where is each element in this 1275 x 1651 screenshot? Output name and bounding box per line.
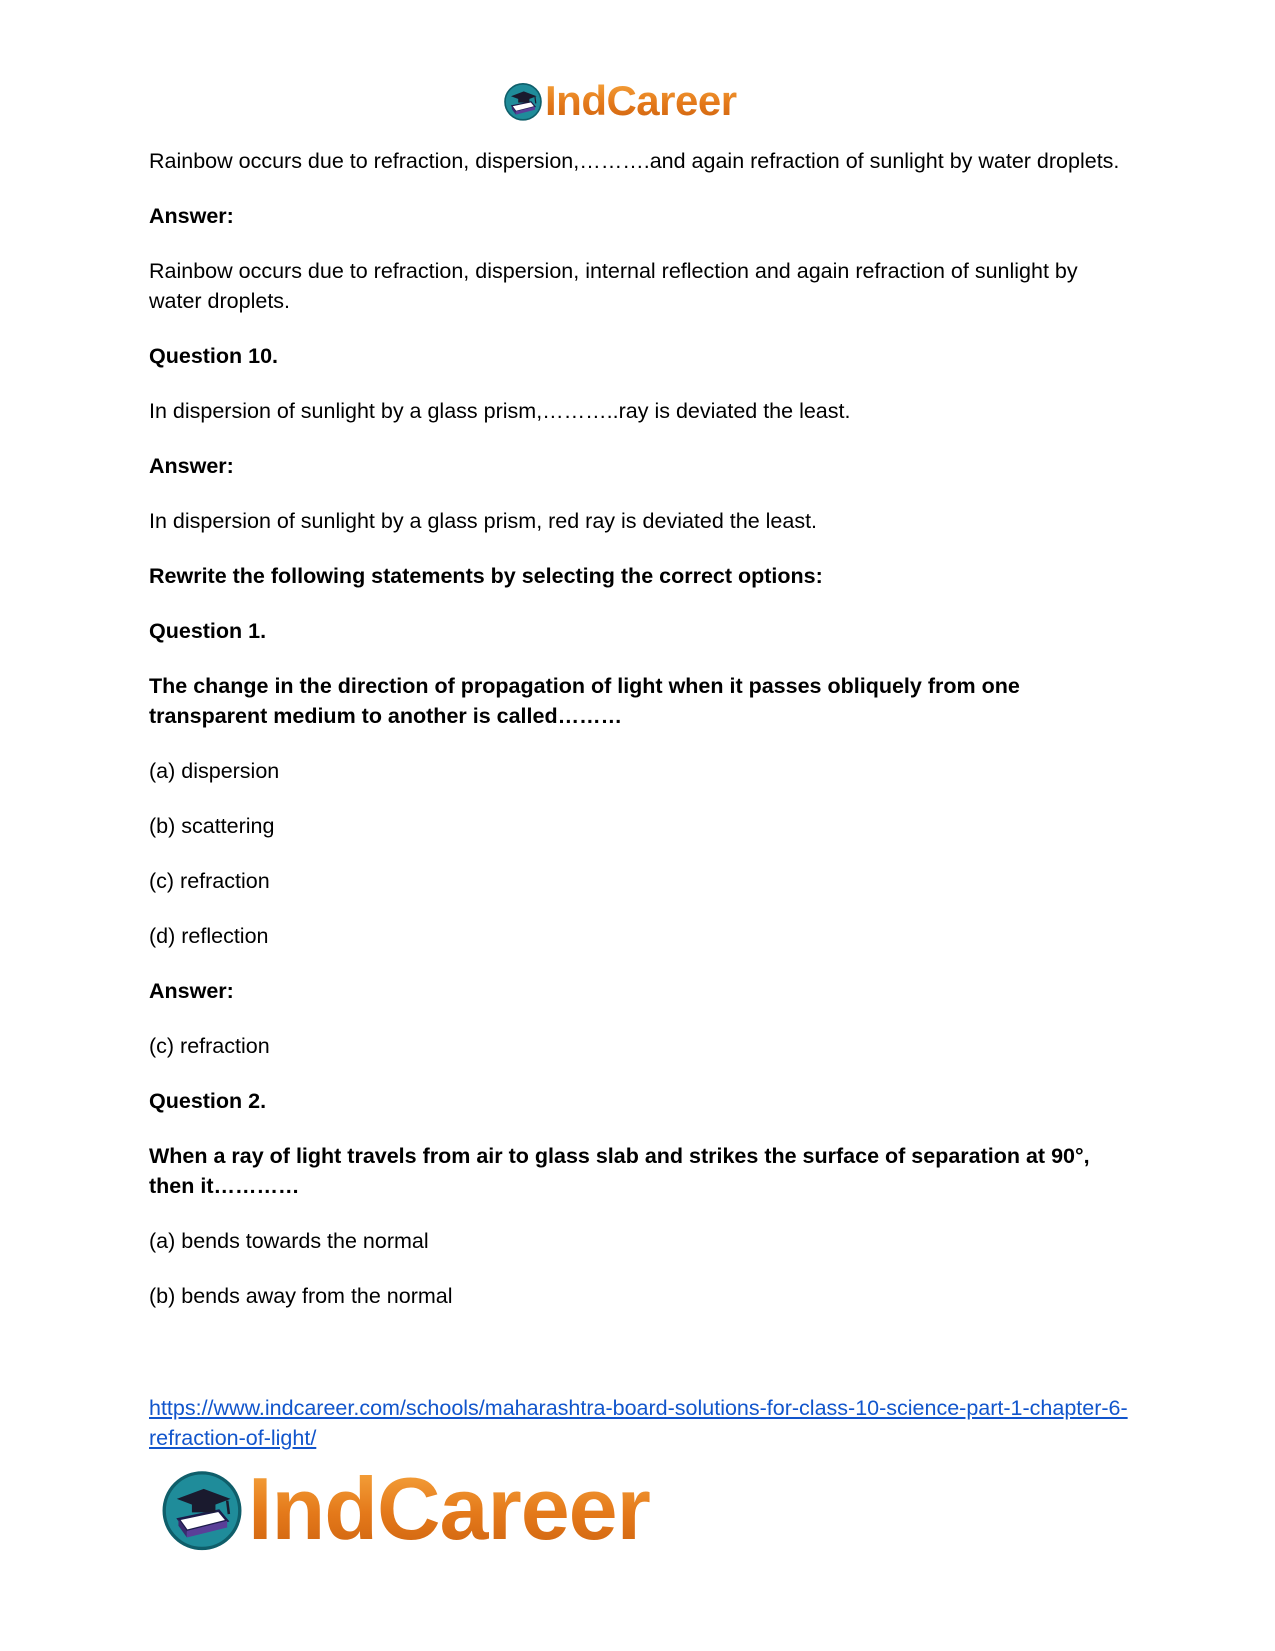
paragraph: In dispersion of sunlight by a glass prism,………..ray is deviated the least. xyxy=(149,399,851,423)
paragraph: (a) bends towards the normal xyxy=(149,1229,429,1253)
logo-text: IndCareer xyxy=(248,1459,650,1558)
paragraph: (b) bends away from the normal xyxy=(149,1284,453,1308)
paragraph: In dispersion of sunlight by a glass prism, red ray is deviated the least. xyxy=(149,509,818,533)
paragraph: The change in the direction of propagation of light when it passes obliquely from one transparent medium to another is called……… xyxy=(149,674,1020,728)
paragraph: Rewrite the following statements by selecting the correct options: xyxy=(149,564,823,588)
paragraph: Question 2. xyxy=(149,1089,267,1113)
paragraph: (d) reflection xyxy=(149,924,269,948)
document-body xyxy=(149,146,1129,1336)
paragraph: (a) dispersion xyxy=(149,759,280,783)
footer-logo xyxy=(160,1459,650,1558)
paragraph: (c) refraction xyxy=(149,1034,270,1058)
paragraph: Question 10. xyxy=(149,344,279,368)
paragraph: Answer: xyxy=(149,204,234,228)
paragraph: Answer: xyxy=(149,454,234,478)
graduation-book-icon xyxy=(503,81,543,121)
paragraph: Rainbow occurs due to refraction, dispersion,……….and again refraction of sunlight by water droplets. xyxy=(149,149,1120,173)
paragraph: Question 1. xyxy=(149,619,267,643)
paragraph: Rainbow occurs due to refraction, dispersion, internal reflection and again refraction of sunlight by water droplets. xyxy=(149,259,1078,313)
header-logo xyxy=(503,77,737,124)
paragraph: When a ray of light travels from air to glass slab and strikes the surface of separation at 90°, then it………… xyxy=(149,1144,1090,1198)
paragraph: Answer: xyxy=(149,979,234,1003)
source-link[interactable]: https://www.indcareer.com/schools/maharashtra-board-solutions-for-class-10-science-part-1-chapter-6-refraction-of-light/ xyxy=(149,1396,1128,1450)
graduation-book-icon xyxy=(160,1467,244,1551)
paragraph: (b) scattering xyxy=(149,814,275,838)
paragraph: (c) refraction xyxy=(149,869,270,893)
logo-text: IndCareer xyxy=(545,77,737,124)
